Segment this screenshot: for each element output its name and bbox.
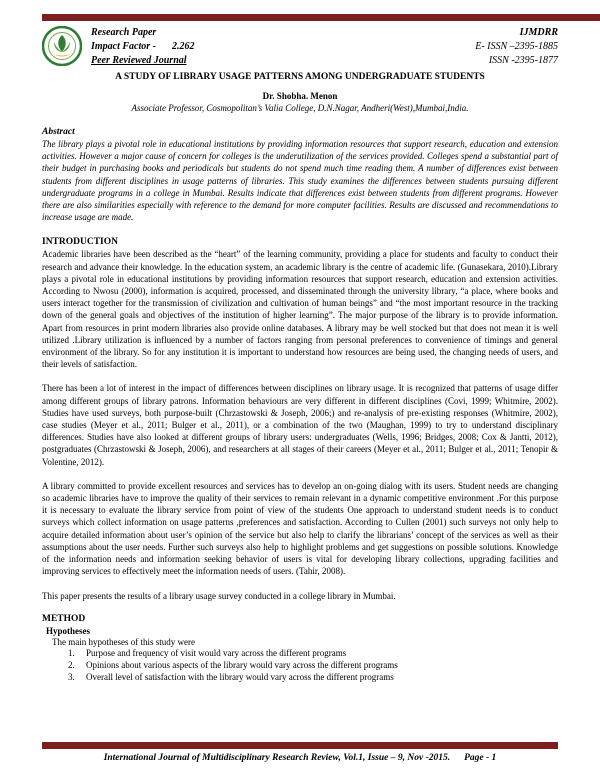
hypothesis-text: Overall level of satisfaction with the library would vary across the different programs — [86, 672, 394, 683]
bottom-divider-bar — [42, 742, 558, 749]
hypothesis-text: Purpose and frequency of visit would vary across the different programs — [86, 647, 347, 658]
introduction-paragraph: There has been a lot of interest in the impact of differences between disciplines on library usage. It is recognized that patterns of usage differ among different groups of library patrons. Information behaviours are very different in different disciplines (Covi, 1999; Whitmire, 2002). Studies have used surveys, both purpose-built (Chrzastowski & Joseph, 2006;) and re-analysis of pre-existing responses (Whitmire, 2002), case studies (Meyer et al., 2011; Bulger et al., 2011), or a combination of the two (Maughan, 1999) to try to understand disciplinary differences. Studies have also looked at different groups of library users: undergraduates (Wells, 1996; Bridges, 2008; Cox & Jantti, 2012), postgraduates (Chrzastowski & Joseph, 2006), and researchers at all stages of their careers (Meyer et al., 2011; Bulger et al., 2011; Tenopir & Volentine, 2012). — [42, 383, 558, 467]
paper-type-label: Research Paper — [91, 27, 157, 38]
hypothesis-item — [68, 647, 558, 659]
hypothesis-number: 3. — [68, 672, 75, 683]
journal-logo-icon — [42, 26, 82, 66]
issn: ISSN -2395-1877 — [488, 55, 558, 66]
hypothesis-item — [68, 671, 558, 683]
top-divider-bar — [42, 14, 600, 21]
introduction-paragraph: A library committed to provide excellent resources and services has to develop an on-going dialog with its users. Student needs are changing so academic libraries have to improve the quality of their services to remain relevant in a dynamic competitive environment .For this purpose it is necessary to evaluate the library service from point of view of the students One approach to understand student needs is to conduct surveys which collect information on usage patterns ,preferences and satisfaction. According to Cullen (2001) such surveys not only help to acquire detailed information about user’s opinion of the service but also help to clarify the librarians’ concept of the services as well as their assumptions about the user needs. Further such surveys also help to highlight problems and get suggestions on possible solutions. Knowledge of the information needs and information seeking behavior of users is vital for developing library collections, upgrading facilities and improving services to effectively meet the information needs of users. (Tahir, 2008). — [42, 480, 558, 577]
hypotheses-list — [68, 647, 558, 684]
journal-header — [42, 26, 558, 68]
hypothesis-number: 1. — [68, 647, 75, 658]
hypotheses-intro: The main hypotheses of this study were — [52, 636, 195, 647]
footer-journal-citation: International Journal of Multidisciplinary Research Review, Vol.1, Issue – 9, Nov -2015. — [103, 753, 451, 763]
e-issn: E- ISSN –2395-1885 — [475, 41, 558, 52]
introduction-paragraph: This paper presents the results of a library usage survey conducted in a college library in Mumbai. — [42, 590, 396, 601]
peer-reviewed-label: Peer Reviewed Journal — [91, 55, 187, 66]
journal-header-left — [91, 26, 195, 68]
author-affiliation: Associate Professor, Cosmopolitan’s Valia College, D.N.Nagar, Andheri(West),Mumbai,India. — [131, 103, 469, 113]
impact-factor-line — [91, 40, 195, 54]
journal-footer — [0, 753, 600, 763]
hypothesis-text: Opinions about various aspects of the library would vary across the different programs — [86, 659, 398, 670]
introduction-heading: INTRODUCTION — [42, 237, 119, 248]
footer-page-number: Page - 1 — [464, 753, 497, 763]
method-heading: METHOD — [42, 613, 86, 624]
abstract-text: The library plays a pivotal role in educational institutions by providing information resources that support research, education and extension activities. However a major cause of concern for colleges is the underutilization of the services provided. Colleges spend a substantial part of their budget in purchasing books and periodicals but students do not spend much time reading them. A number of differences exist between students from different disciplines in usage patterns of libraries. This study examines the differences between students pursuing different undergraduate programs in a college in Mumbai. Results indicate that differences exist between students from different programs. However there are also similarities especially with reference to the demand for more computer facilities. Results are discussed and recommendations to increase usage are made. — [42, 139, 558, 223]
journal-abbreviation: IJMDRR — [519, 27, 558, 38]
impact-factor-label: Impact Factor - — [91, 41, 156, 52]
impact-factor-value: 2.262 — [172, 41, 195, 52]
journal-header-right — [475, 26, 558, 68]
author-name: Dr. Shobha. Menon — [262, 91, 338, 101]
hypothesis-item — [68, 659, 558, 671]
abstract-heading: Abstract — [42, 127, 75, 137]
paper-title: A STUDY OF LIBRARY USAGE PATTERNS AMONG UNDERGRADUATE STUDENTS — [115, 72, 485, 82]
hypothesis-number: 2. — [68, 659, 75, 670]
page-content — [42, 26, 558, 683]
introduction-paragraph: Academic libraries have been described as the “heart” of the learning community, providing a place for students and faculty to conduct their research and advance their knowledge. In the education system, an academic library is the centre of academic life. (Gunasekara, 2010).Library plays a pivotal role in educational institutions by providing information resources that support research, education and extension activities. According to Nwosu (2000), information is acquired, processed, and disseminated through the university library, “a place, where books and users interact together for the transmission of civilization and cultivation of human beings” and “the most important resource in the tracking down of the general goals and objectives of the institution of higher learning”. The major purpose of the library is to provide information. Apart from resources in print modern libraries also provide online databases. A library may be well stocked but that does not mean it is well utilized .Library utilization is influenced by a number of factors ranging from personal preferences to convenience of timings and general environment of the library. So for any institution it is important to understand how resources are being used, the changing needs of users, and their levels of satisfaction. — [42, 249, 558, 370]
hypotheses-subheading: Hypotheses — [46, 625, 91, 636]
